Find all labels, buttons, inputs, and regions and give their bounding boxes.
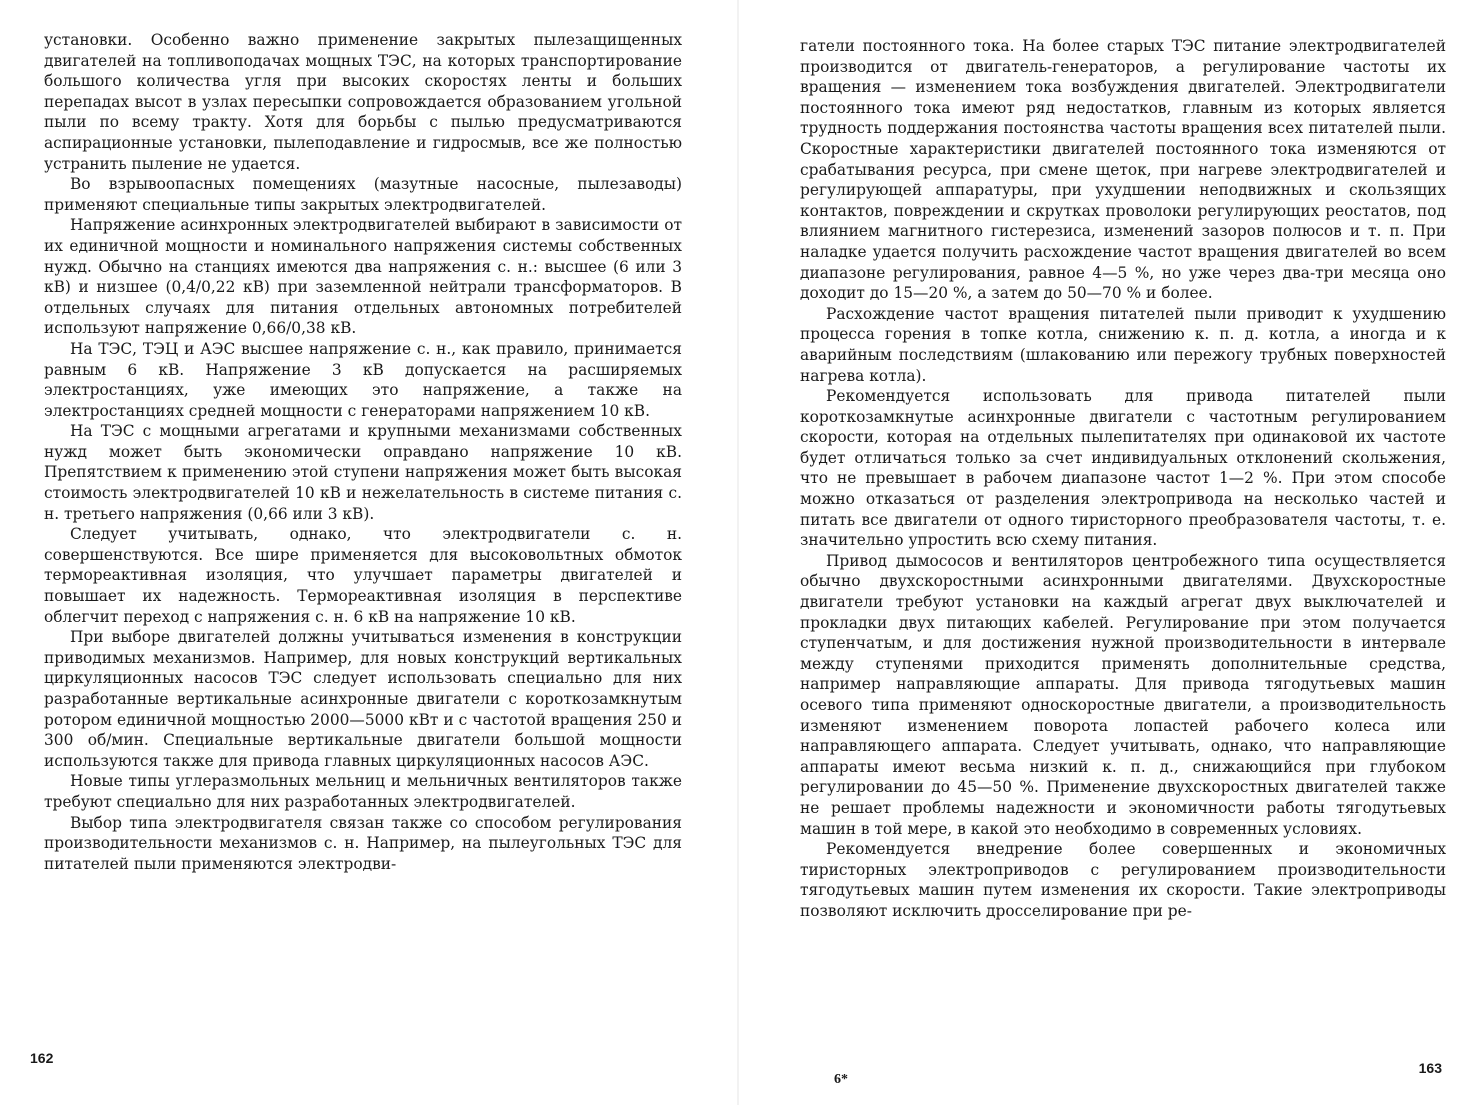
paragraph: Расхождение частот вращения питателей пыли приводит к ухудшению процесса горения в топке котла, снижению к. п. д. котла, а иногда и к аварийным последствиям (шлакованию или пережогу трубных поверхностей нагрева котла).: [800, 304, 1446, 385]
paragraph: Рекомендуется использовать для привода питателей пыли короткозамкнутые асинхронные двигатели с частотным регулированием скорости, которая на отдельных пылепитателях при одинаковой их частоте будет отличаться только за счет индивидуальных отклонений скольжения, что не превышает в рабочем диапазоне частот 1—2 %. При этом способе можно отказаться от разделения электропривода на несколько частей и питать все двигатели от одного тиристорного преобразователя частоты, т. е. значительно упростить всю схему питания.: [800, 387, 1446, 550]
paragraph: установки. Особенно важно применение закрытых пылезащищенных двигателей на топливоподачах мощных ТЭС, на которых транспортирование большого количества угля при высоких скоростях ленты и больших перепадах высот в узлах пересыпки сопровождается образованием угольной пыли по всему тракту. Хотя для борьбы с пылью предусматриваются аспирационные установки, пылеподавление и гидросмыв, все же полностью устранить пыление не удается.: [44, 31, 682, 173]
paragraph: Привод дымососов и вентиляторов центробежного типа осуществляется обычно двухскоростными асинхронными двигателями. Двухскоростные двигатели требуют установки на каждый агрегат двух выключателей и прокладки двух питающих кабелей. Регулирование при этом получается ступенчатым, и для достижения нужной производительности в интервале между ступенями приходится применять дополнительные средства, например направляющие аппараты. Для привода тягодутьевых машин осевого типа применяют односкоростные двигатели, а производительность изменяют изменением поворота лопастей рабочего колеса или направляющего аппарата. Следует учитывать, однако, что направляющие аппараты имеют весьма низкий к. п. д., снижающийся при глубоком регулировании до 45—50 %. Применение двухскоростных двигателей также не решает проблемы надежности и экономичности работы тягодутьевых машин в той мере, в какой это необходимо в современных условиях.: [800, 551, 1446, 838]
page-number-left: 162: [30, 1050, 54, 1066]
paragraph: гатели постоянного тока. На более старых ТЭС питание электродвигателей производится от двигатель-генераторов, а регулирование частоты их вращения — изменением тока возбуждения двигателей. Электродвигатели постоянного тока имеют ряд недостатков, главным из которых является трудность поддержания постоянства частоты вращения всех питателей пыли. Скоростные характеристики двигателей постоянного тока изменяются от срабатывания ресурса, при смене щеток, при нагреве электродвигателей и регулирующей аппаратуры, при ухудшении неподвижных и скользящих контактов, повреждении и скрутках проволоки регулирующих реостатов, под влиянием магнитного гистерезиса, изменений зазоров полюсов и т. п. При наладке удается получить расхождение частот вращения двигателей во всем диапазоне регулирования, равное 4—5 %, но уже через два-три месяца оно доходит до 15—20 %, а затем до 50—70 % и более.: [800, 37, 1446, 303]
paragraph: Рекомендуется внедрение более совершенных и экономичных тиристорных электроприводов с регулированием производительности тягодутьевых машин путем изменения их скорости. Такие электроприводы позволяют исключить дросселирование при ре-: [800, 840, 1446, 920]
paragraph: Следует учитывать, однако, что электродвигатели с. н. совершенствуются. Все шире применяется для высоковольтных обмоток термореактивная изоляция, что улучшает параметры двигателей и повышает их надежность. Термореактивная изоляция в перспективе облегчит переход с напряжения с. н. 6 кВ на напряжение 10 кВ.: [44, 525, 682, 626]
right-page-text: [800, 36, 1446, 922]
paragraph: Во взрывоопасных помещениях (мазутные насосные, пылезаводы) применяют специальные типы закрытых электродвигателей.: [44, 175, 682, 214]
paragraph: Выбор типа электродвигателя связан также со способом регулирования производительности механизмов с. н. Например, на пылеугольных ТЭС для питателей пыли применяются электродви-: [44, 813, 682, 873]
paragraph: На ТЭС с мощными агрегатами и крупными механизмами собственных нужд может быть экономически оправдано напряжение 10 кВ. Препятствием к применению этой ступени напряжения может быть высокая стоимость электродвигателей 10 кВ и нежелательность в системе питания с. н. третьего напряжения (0,66 или 3 кВ).: [44, 422, 682, 523]
left-page-text: [44, 30, 682, 874]
right-page: [738, 0, 1476, 1105]
paragraph: На ТЭС, ТЭЦ и АЭС высшее напряжение с. н., как правило, принимается равным 6 кВ. Напряжение 3 кВ допускается на расширяемых электростанциях, уже имеющих это напряжение, а также на электростанциях средней мощности с генераторами напряжением 10 кВ.: [44, 339, 682, 420]
signature-mark: 6*: [834, 1072, 848, 1087]
paragraph: При выборе двигателей должны учитываться изменения в конструкции приводимых механизмов. Например, для новых конструкций вертикальных циркуляционных насосов ТЭС следует использовать специально для них разработанные вертикальные асинхронные двигатели с короткозамкнутым ротором единичной мощностью 2000—5000 кВт и с частотой вращения 250 и 300 об/мин. Специальные вертикальные двигатели большой мощности используются также для привода главных циркуляционных насосов АЭС.: [44, 628, 682, 770]
page-number-right: 163: [1418, 1060, 1442, 1076]
paragraph: Напряжение асинхронных электродвигателей выбирают в зависимости от их единичной мощности и номинального напряжения системы собственных нужд. Обычно на станциях имеются два напряжения с. н.: высшее (6 или 3 кВ) и низшее (0,4/0,22 кВ) при заземленной нейтрали трансформаторов. В отдельных случаях для питания отдельных автономных потребителей используют напряжение 0,66/0,38 кВ.: [44, 216, 682, 338]
paragraph: Новые типы углеразмольных мельниц и мельничных вентиляторов также требуют специально для них разработанных электродвигателей.: [44, 772, 682, 811]
